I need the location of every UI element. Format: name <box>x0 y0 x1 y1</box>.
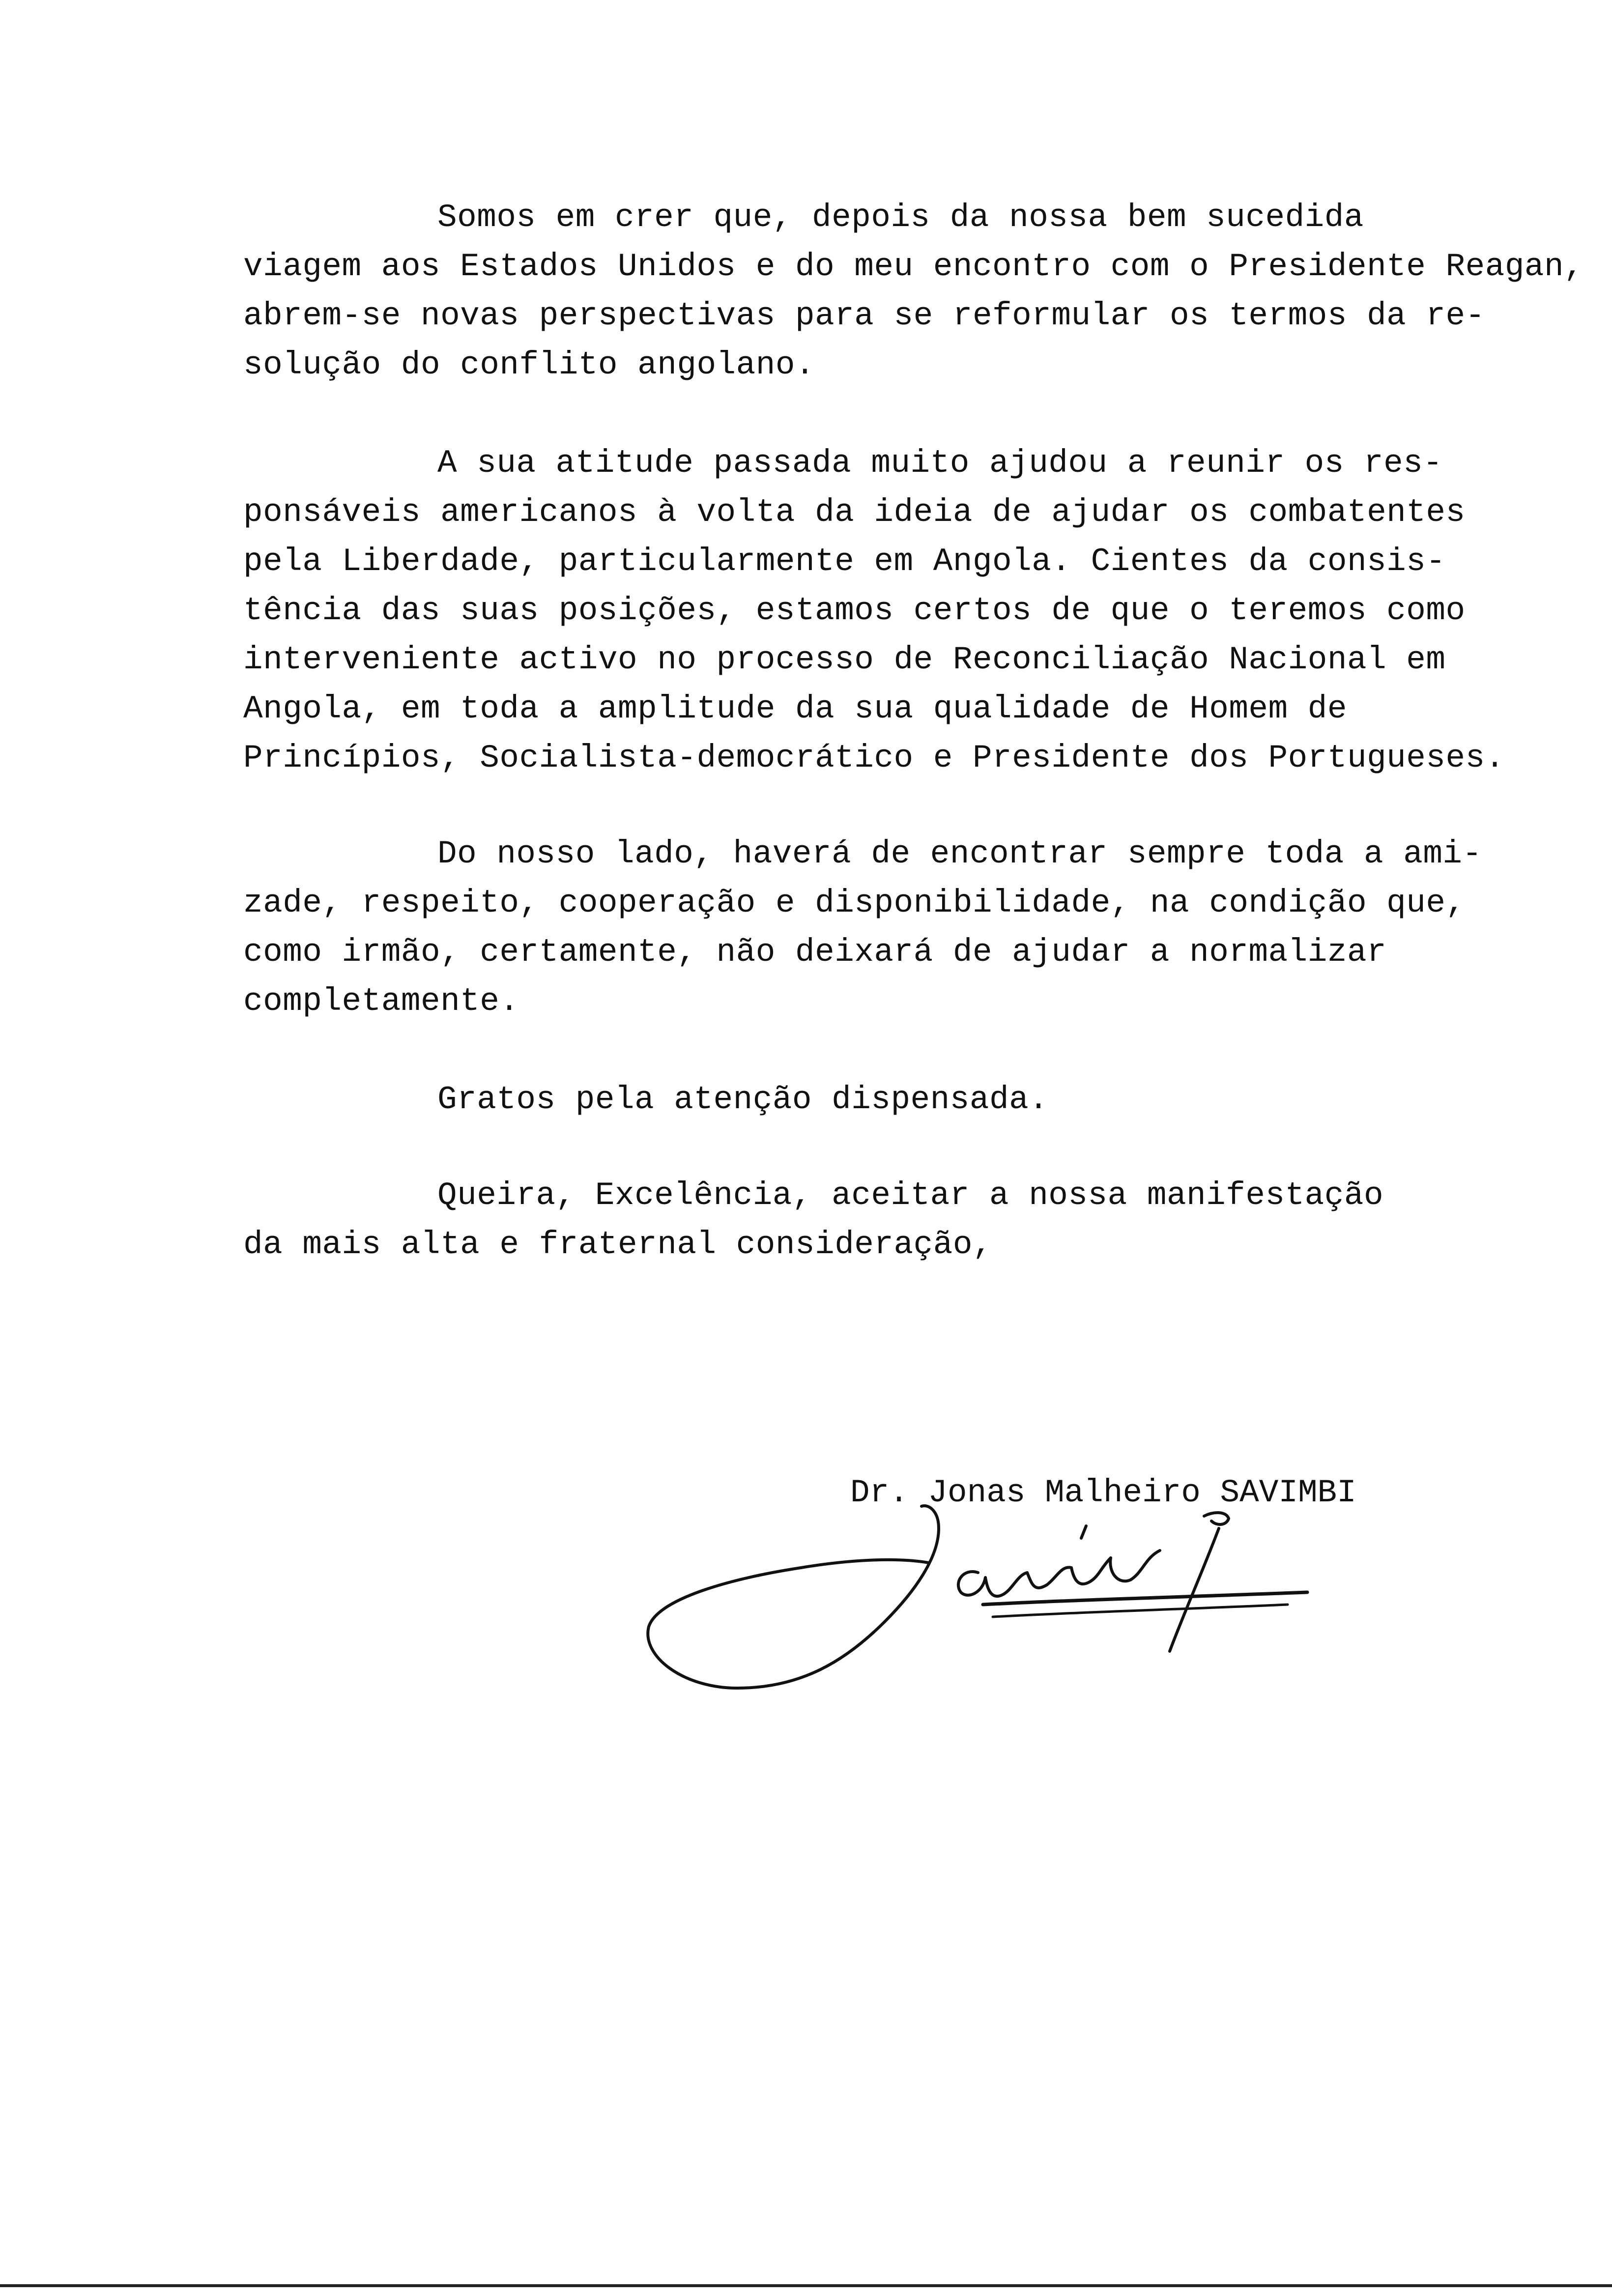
letter-line: abrem-se novas perspectivas para se reformular os termos da re- <box>243 297 1485 334</box>
letter-line: ponsáveis americanos à volta da ideia de ajudar os combatentes <box>243 494 1466 531</box>
letter-line: solução do conflito angolano. <box>243 346 815 383</box>
letter-line: Princípios, Socialista-democrático e Presidente dos Portugueses. <box>243 740 1505 776</box>
letter-line: completamente. <box>243 983 519 1020</box>
handwritten-signature <box>639 1499 1376 1705</box>
letter-line: da mais alta e fraternal consideração, <box>243 1226 993 1263</box>
letter-line: interveniente activo no processo de Reconciliação Nacional em <box>243 641 1446 678</box>
letter-line: viagem aos Estados Unidos e do meu encontro com o Presidente Reagan, <box>243 248 1584 285</box>
letter-line: Do nosso lado, haverá de encontrar sempre toda a ami- <box>437 835 1482 872</box>
letter-line: Queira, Excelência, aceitar a nossa manifestação <box>437 1177 1384 1214</box>
letter-line: tência das suas posições, estamos certos de que o teremos como <box>243 592 1466 629</box>
letter-line: como irmão, certamente, não deixará de ajudar a normalizar <box>243 934 1387 971</box>
letter-line: Somos em crer que, depois da nossa bem sucedida <box>437 199 1364 236</box>
letter-line: Angola, em toda a amplitude da sua qualidade de Homem de <box>243 690 1347 727</box>
letter-line: Gratos pela atenção dispensada. <box>437 1081 1049 1118</box>
letter-line: pela Liberdade, particularmente em Angola. Cientes da consis- <box>243 543 1446 580</box>
bottom-edge-rule <box>0 2284 1612 2287</box>
letter-line: A sua atitude passada muito ajudou a reunir os res- <box>437 445 1443 482</box>
letter-line: zade, respeito, cooperação e disponibilidade, na condição que, <box>243 885 1466 921</box>
signatory-name: Dr. Jonas Malheiro SAVIMBI <box>850 1474 1356 1511</box>
